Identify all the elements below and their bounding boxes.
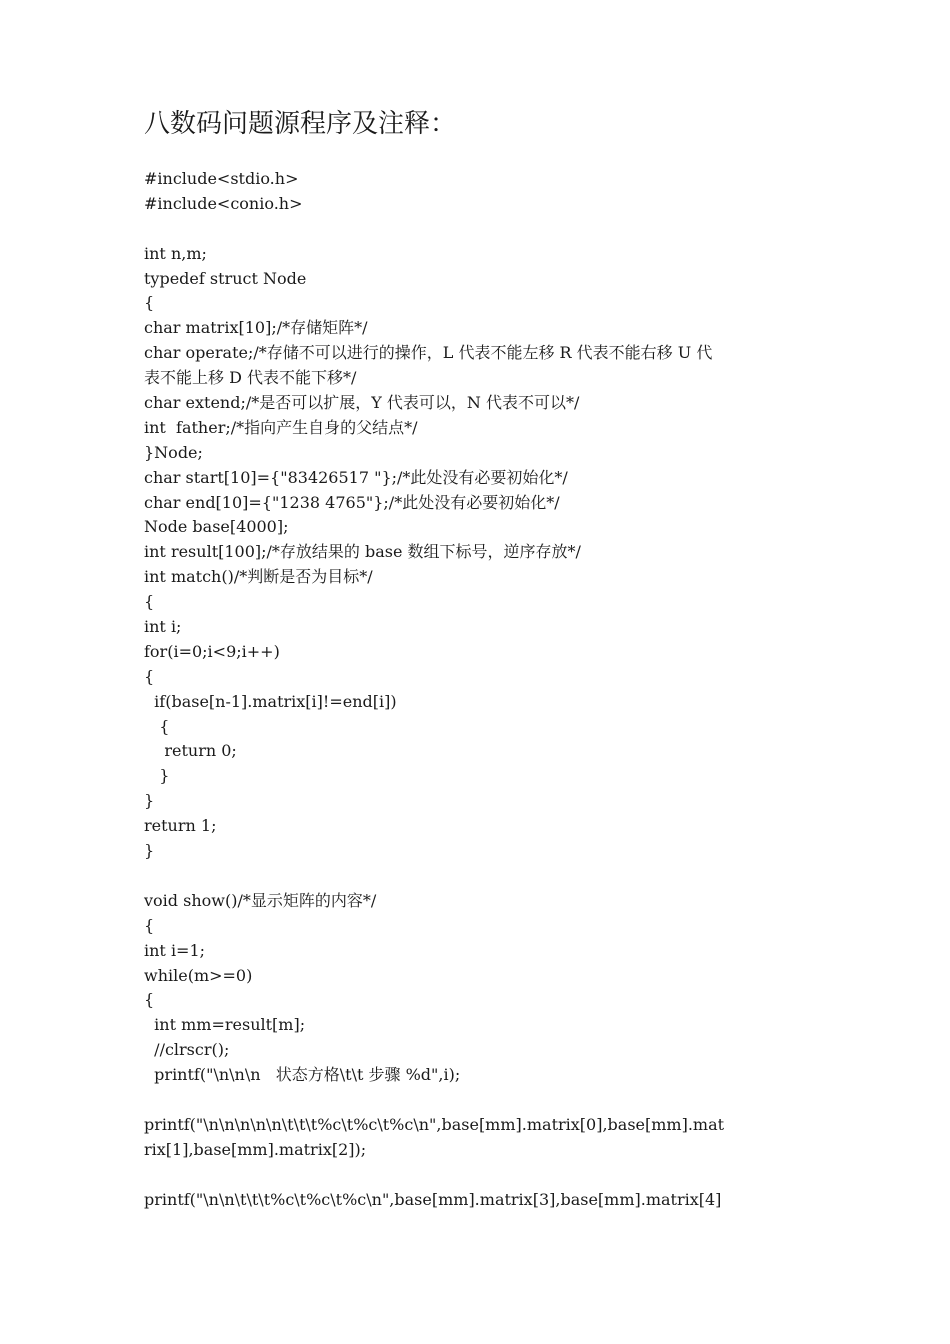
code-line: {	[144, 915, 155, 935]
code-line: int i=1;	[144, 940, 206, 960]
code-line: {	[144, 990, 155, 1010]
page-title: 八数码问题源程序及注释：	[144, 109, 457, 139]
code-line	[144, 217, 824, 242]
code-line: int mm=result[m];	[144, 1015, 306, 1035]
code-line: if(base[n-1].matrix[i]!=end[i])	[144, 691, 397, 711]
source-code-block	[144, 167, 824, 1212]
code-line: rix[1],base[mm].matrix[2]);	[144, 1139, 367, 1159]
code-line: #include<conio.h>	[144, 193, 303, 213]
code-line: for(i=0;i<9;i++)	[144, 641, 280, 661]
code-line: int n,m;	[144, 243, 207, 263]
code-line: int match()/*判断是否为目标*/	[144, 567, 373, 587]
code-line: typedef struct Node	[144, 268, 307, 288]
code-line: {	[144, 666, 155, 686]
code-line: return 0;	[144, 741, 237, 761]
code-line: {	[144, 716, 170, 736]
code-line: }	[144, 841, 155, 861]
code-line: }Node;	[144, 442, 203, 462]
code-line: {	[144, 592, 155, 612]
code-line: int result[100];/*存放结果的 base 数组下标号，逆序存放*/	[144, 542, 581, 562]
code-line: int i;	[144, 617, 182, 637]
code-line: while(m>=0)	[144, 965, 253, 985]
code-line: printf("\n\n\t\t\t%c\t%c\t%c\n",base[mm].matrix[3],base[mm].matrix[4]	[144, 1189, 722, 1209]
code-line: #include<stdio.h>	[144, 169, 299, 188]
code-line	[144, 1088, 824, 1113]
code-line: printf("\n\n\n 状态方格\t\t 步骤 %d",i);	[144, 1065, 461, 1085]
code-line: char start[10]={"83426517 "};/*此处没有必要初始化*/	[144, 467, 568, 487]
code-line: char matrix[10];/*存储矩阵*/	[144, 318, 368, 338]
code-line	[144, 864, 824, 889]
code-line: printf("\n\n\n\n\n\t\t\t%c\t%c\t%c\n",base[mm].matrix[0],base[mm].mat	[144, 1114, 725, 1134]
code-line: //clrscr();	[144, 1040, 230, 1060]
code-line: int father;/*指向产生自身的父结点*/	[144, 417, 418, 437]
code-line	[144, 1163, 824, 1188]
code-line: {	[144, 293, 155, 313]
code-line: char end[10]={"1238 4765"};/*此处没有必要初始化*/	[144, 492, 560, 512]
code-line: char extend;/*是否可以扩展，Y 代表可以，N 代表不可以*/	[144, 393, 580, 413]
code-line: return 1;	[144, 816, 217, 836]
code-line: void show()/*显示矩阵的内容*/	[144, 890, 377, 910]
code-line: char operate;/*存储不可以进行的操作，L 代表不能左移 R 代表不能右移 U 代	[144, 343, 713, 363]
code-line: 表不能上移 D 代表不能下移*/	[144, 368, 357, 388]
code-line: }	[144, 766, 170, 786]
code-line: Node base[4000];	[144, 517, 289, 537]
code-line: }	[144, 791, 155, 811]
